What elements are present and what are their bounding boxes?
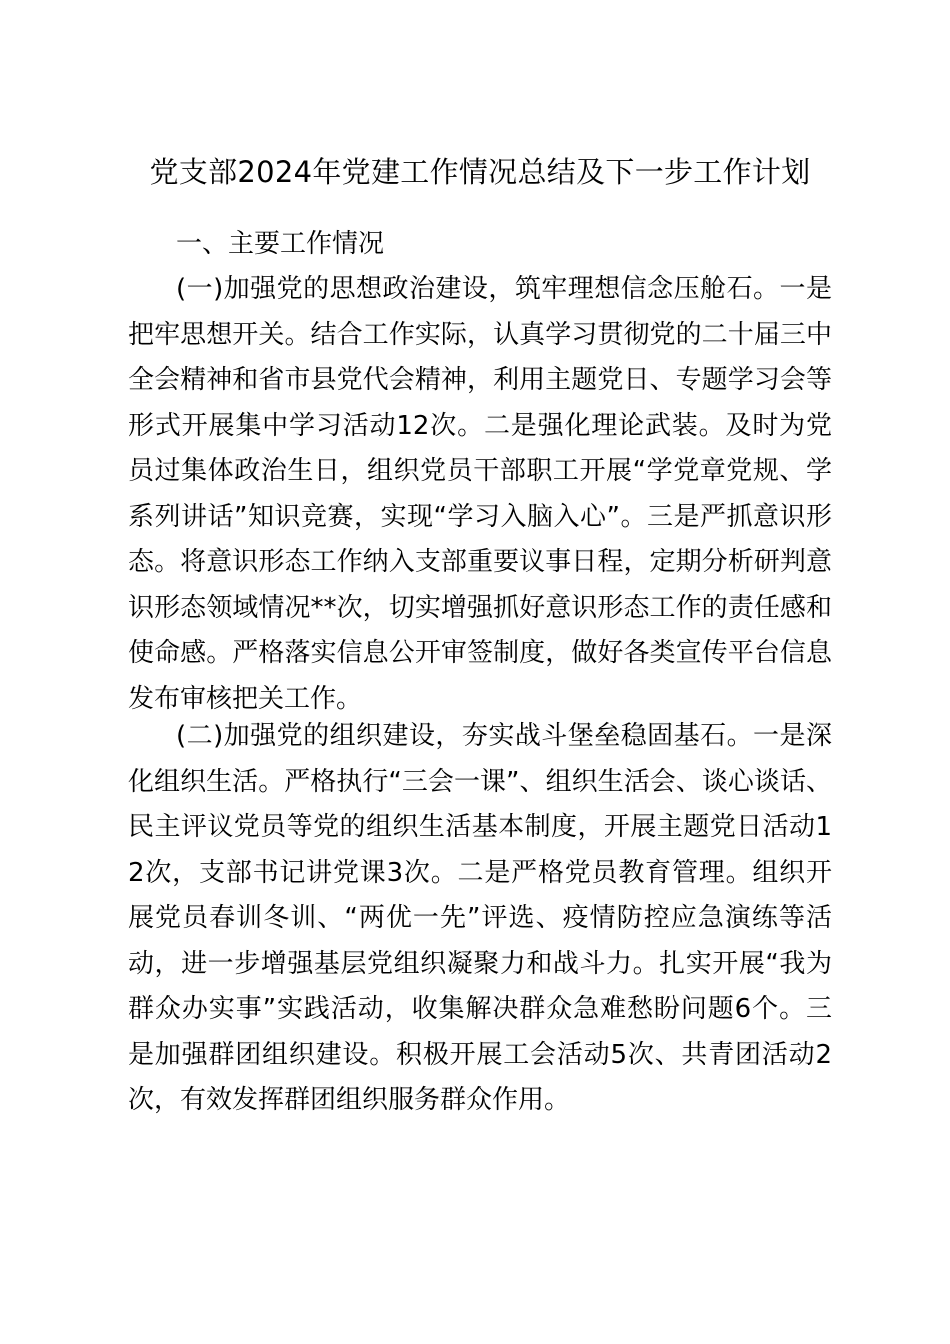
section-heading: 一、主要工作情况	[176, 229, 385, 259]
document-title: 党支部2024年党建工作情况总结及下一步工作计划	[149, 155, 811, 189]
paragraph-organizational-building: (二)加强党的组织建设，夯实战斗堡垒稳固基石。一是深化组织生活。严格执行“三会一课”、组织生活会、谈心谈话、民主评议党员等党的组织生活基本制度，开展主题党日活动12次，支部书记讲党课3次。二是严格党员教育管理。组织开展党员春训冬训、“两优一先”评选、疫情防控应急演练等活动，进一步增强基层党组织凝聚力和战斗力。扎实开展“我为群众办实事”实践活动，收集解决群众急难愁盼问题6个。三是加强群团组织建设。积极开展工会活动5次、共青团活动2次，有效发挥群团组织服务群众作用。	[128, 721, 832, 1115]
paragraph-ideological-building: (一)加强党的思想政治建设，筑牢理想信念压舱石。一是把牢思想开关。结合工作实际，认真学习贯彻党的二十届三中全会精神和省市县党代会精神，利用主题党日、专题学习会等形式开展集中学习活动12次。二是强化理论武装。及时为党员过集体政治生日，组织党员干部职工开展“学党章党规、学系列讲话”知识竞赛，实现“学习入脑入心”。三是严抓意识形态。将意识形态工作纳入支部重要议事日程，定期分析研判意识形态领域情况**次，切实增强抓好意识形态工作的责任感和使命感。严格落实信息公开审签制度，做好各类宣传平台信息发布审核把关工作。	[128, 274, 832, 714]
